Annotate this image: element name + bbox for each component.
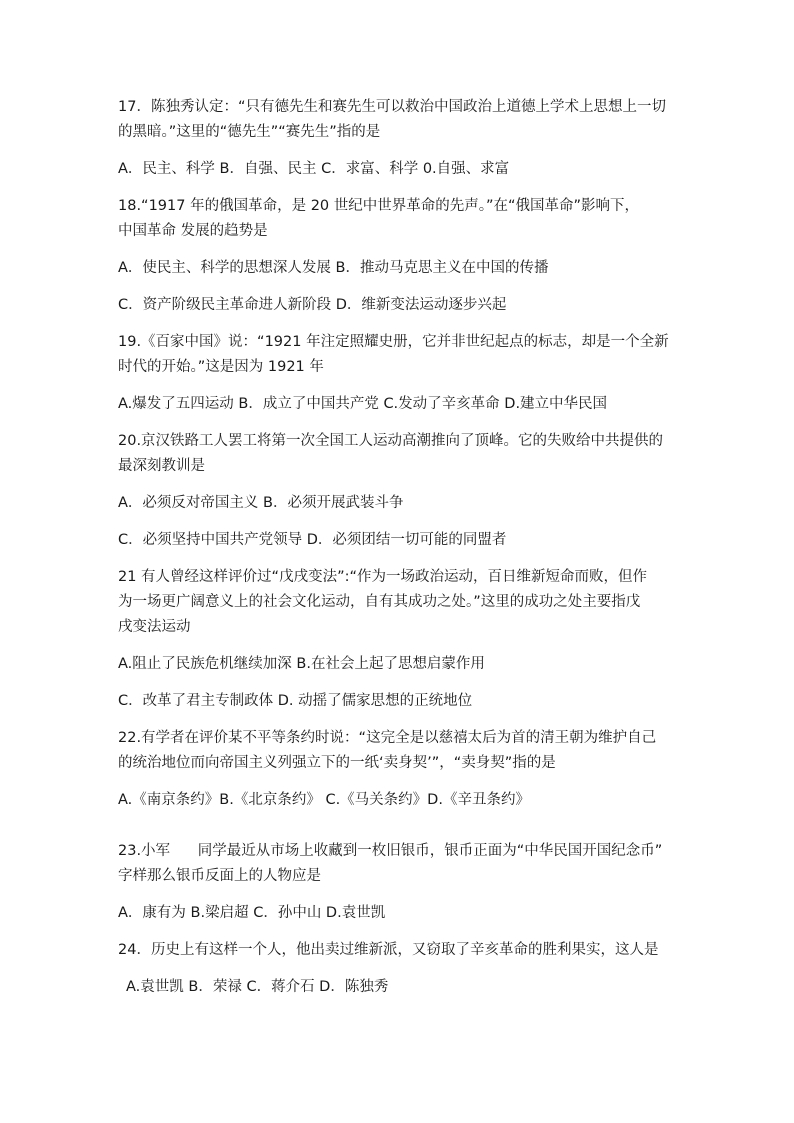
question-19-options: A.爆发了五四运动 B．成立了中国共产党 C.发动了辛亥革命 D.建立中华民国 <box>118 396 608 412</box>
question-19 <box>118 330 708 380</box>
question-stem-line: 20.京汉铁路工人罢工将第一次全国工人运动高潮推向了顶峰。它的失败给中共提供的 <box>118 433 664 449</box>
question-stem-line: 为一场更广阔意义上的社会文化运动，自有其成功之处。”这里的成功之处主要指戊 <box>118 594 641 610</box>
question-stem-line: 23.小军 同学最近从市场上收藏到一枚旧银币，银币正面为“中华民国开国纪念币” <box>118 843 663 859</box>
question-stem-line: 字样那么银币反面上的人物应是 <box>118 868 321 884</box>
question-stem-line: 24．历史上有这样一个人，他出卖过维新派，又窃取了辛亥革命的胜利果实，这人是 <box>118 942 659 958</box>
question-stem-line: 22.有学者在评价某不平等条约时说：“这完全是以慈禧太后为首的清王朝为维护自己 <box>118 730 657 746</box>
exam-page <box>118 95 708 1012</box>
question-17-options: A．民主、科学 B．自强、民主 C．求富、科学 0.自强、求富 <box>118 161 510 177</box>
question-21-option-line: A.阻止了民族危机继续加深 B.在社会上起了思想启蒙作用 <box>118 656 485 672</box>
question-23 <box>118 839 708 889</box>
question-18-option-line: A．使民主、科学的思想深人发展 B．推动马克思主义在中国的传播 <box>118 260 549 276</box>
question-18-option-line: C．资产阶级民主革命进人新阶段 D．维新变法运动逐步兴起 <box>118 297 507 313</box>
question-stem-line: 中国革命 发展的趋势是 <box>118 223 268 239</box>
question-17 <box>118 95 708 145</box>
question-21 <box>118 565 708 640</box>
question-stem-line: 最深刻教训是 <box>118 458 205 474</box>
question-22 <box>118 726 708 776</box>
question-22-options: A.《南京条约》B.《北京条约》 C.《马关条约》D.《辛丑条约》 <box>118 792 530 808</box>
question-stem-line: 戌变法运动 <box>118 619 191 635</box>
question-stem-line: 19.《百家中国》说：“1921 年注定照耀史册，它并非世纪起点的标志，却是一个全新 <box>118 334 669 350</box>
question-stem-line: 17．陈独秀认定：“只有德先生和赛先生可以救治中国政治上道德上学术上思想上一切 <box>118 99 666 115</box>
question-20-option-line: A．必须反对帝国主义 B．必须开展武装斗争 <box>118 495 404 511</box>
question-21-option-line: C．改革了君主专制政体 D. 动摇了儒家思想的正统地位 <box>118 693 473 709</box>
question-stem-line: 21 有人曾经这样评价过“戊戌变法”:“作为一场政治运动，百日维新短命而败，但作 <box>118 569 647 585</box>
question-20-option-line: C．必须坚持中国共产党领导 D．必须团结一切可能的同盟者 <box>118 532 507 548</box>
question-18 <box>118 194 708 244</box>
question-24 <box>118 938 708 963</box>
question-stem-line: 18.“1917 年的俄国革命，是 20 世纪中世界革命的先声。”在“俄国革命”影响下， <box>118 198 640 214</box>
question-24-options: A.袁世凯 B．荣禄 C．蒋介石 D．陈独秀 <box>126 979 389 995</box>
question-stem-line: 的黑暗。”这里的“德先生”“赛先生”指的是 <box>118 124 381 140</box>
question-23-options: A．康有为 B.梁启超 C．孙中山 D.袁世凯 <box>118 905 386 921</box>
question-stem-line: 的统治地位而向帝国主义列强立下的一纸‘卖身契’”，“卖身契”指的是 <box>118 755 556 771</box>
question-20 <box>118 429 708 479</box>
question-stem-line: 时代的开始。”这是因为 1921 年 <box>118 359 324 375</box>
